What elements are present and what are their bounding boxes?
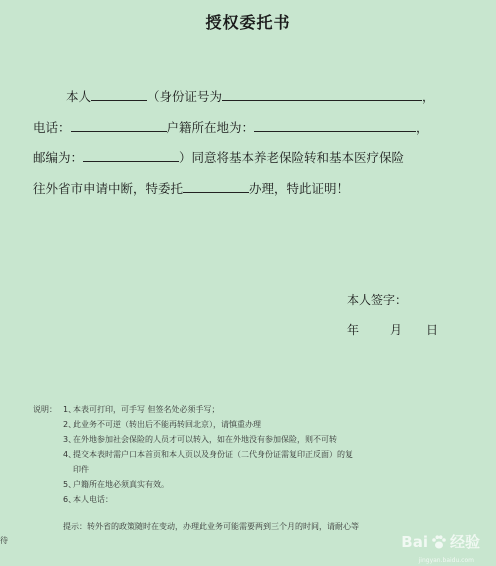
watermark-sub: jingyan.baidu.com bbox=[418, 557, 474, 564]
tip-line-2: 待 bbox=[0, 536, 8, 545]
paragraph-line-2 bbox=[33, 119, 429, 136]
note-text: 本表可打印，可手写 但签名处必须手写； bbox=[73, 405, 220, 414]
note-number: 2、 bbox=[63, 420, 77, 429]
phone-blank bbox=[71, 119, 167, 132]
signature-label: 本人签字： bbox=[347, 293, 408, 307]
postcode-blank bbox=[83, 149, 179, 162]
note-text: 此业务不可逆（转出后不能再转回北京），请慎重办理 bbox=[73, 420, 261, 429]
text-self: 本人 bbox=[66, 89, 92, 104]
text-agree: ）同意将基本养老保险转和基本医疗保险 bbox=[179, 150, 405, 165]
note-text: 本人电话： bbox=[73, 495, 113, 504]
text-comma-2: ， bbox=[416, 120, 429, 135]
document-title: 授权委托书 bbox=[205, 13, 291, 32]
note-text: 印件 bbox=[73, 465, 89, 474]
note-text: 提交本表时需户口本首页和本人页以及身份证（二代身份证需复印正反面）的复 bbox=[73, 450, 353, 459]
agent-blank bbox=[183, 180, 249, 193]
note-number: 4、 bbox=[63, 450, 77, 459]
tip-line-1: 提示：转外省的政策随时在变动，办理此业务可能需要两到三个月的时间，请耐心等 bbox=[63, 522, 359, 531]
text-id-prefix: （身份证号为 bbox=[147, 89, 223, 104]
notes-section bbox=[33, 402, 353, 507]
watermark-brand-2: 经验 bbox=[449, 533, 480, 551]
id-number-blank bbox=[222, 88, 422, 101]
note-item bbox=[33, 402, 353, 417]
text-comma: ， bbox=[422, 89, 435, 104]
note-number: 6、 bbox=[63, 495, 77, 504]
note-item bbox=[33, 417, 353, 432]
notes-lead: 说明： bbox=[33, 405, 57, 414]
note-text: 户籍所在地必须真实有效。 bbox=[73, 480, 169, 489]
text-postcode: 邮编为： bbox=[33, 150, 84, 165]
note-item bbox=[33, 477, 353, 492]
note-item bbox=[33, 447, 353, 462]
paragraph-line-4 bbox=[33, 180, 349, 197]
signature-year: 年 bbox=[347, 323, 360, 337]
paw-icon bbox=[431, 534, 447, 550]
signature-day: 日 bbox=[426, 323, 439, 337]
watermark-brand: Bai bbox=[401, 532, 428, 551]
note-number bbox=[63, 462, 73, 477]
note-item bbox=[33, 462, 353, 477]
household-blank bbox=[254, 119, 416, 132]
note-item bbox=[33, 432, 353, 447]
paragraph-line-3 bbox=[33, 149, 404, 166]
paragraph-line-1 bbox=[66, 88, 435, 105]
text-phone: 电话： bbox=[33, 120, 71, 135]
note-text: 在外地参加社会保险的人员才可以转入，如在外地没有参加保险，则不可转 bbox=[73, 435, 337, 444]
baidu-watermark bbox=[401, 531, 480, 552]
text-handle: 办理，特此证明！ bbox=[249, 181, 350, 196]
name-blank bbox=[91, 88, 147, 101]
note-item bbox=[33, 492, 353, 507]
note-number: 3、 bbox=[63, 435, 77, 444]
text-household: 户籍所在地为： bbox=[166, 120, 255, 135]
text-entrust: 往外省市申请中断，特委托 bbox=[33, 181, 184, 196]
note-number: 1、 bbox=[63, 405, 77, 414]
signature-month: 月 bbox=[390, 323, 403, 337]
note-number: 5、 bbox=[63, 480, 77, 489]
tip-section bbox=[0, 520, 453, 548]
